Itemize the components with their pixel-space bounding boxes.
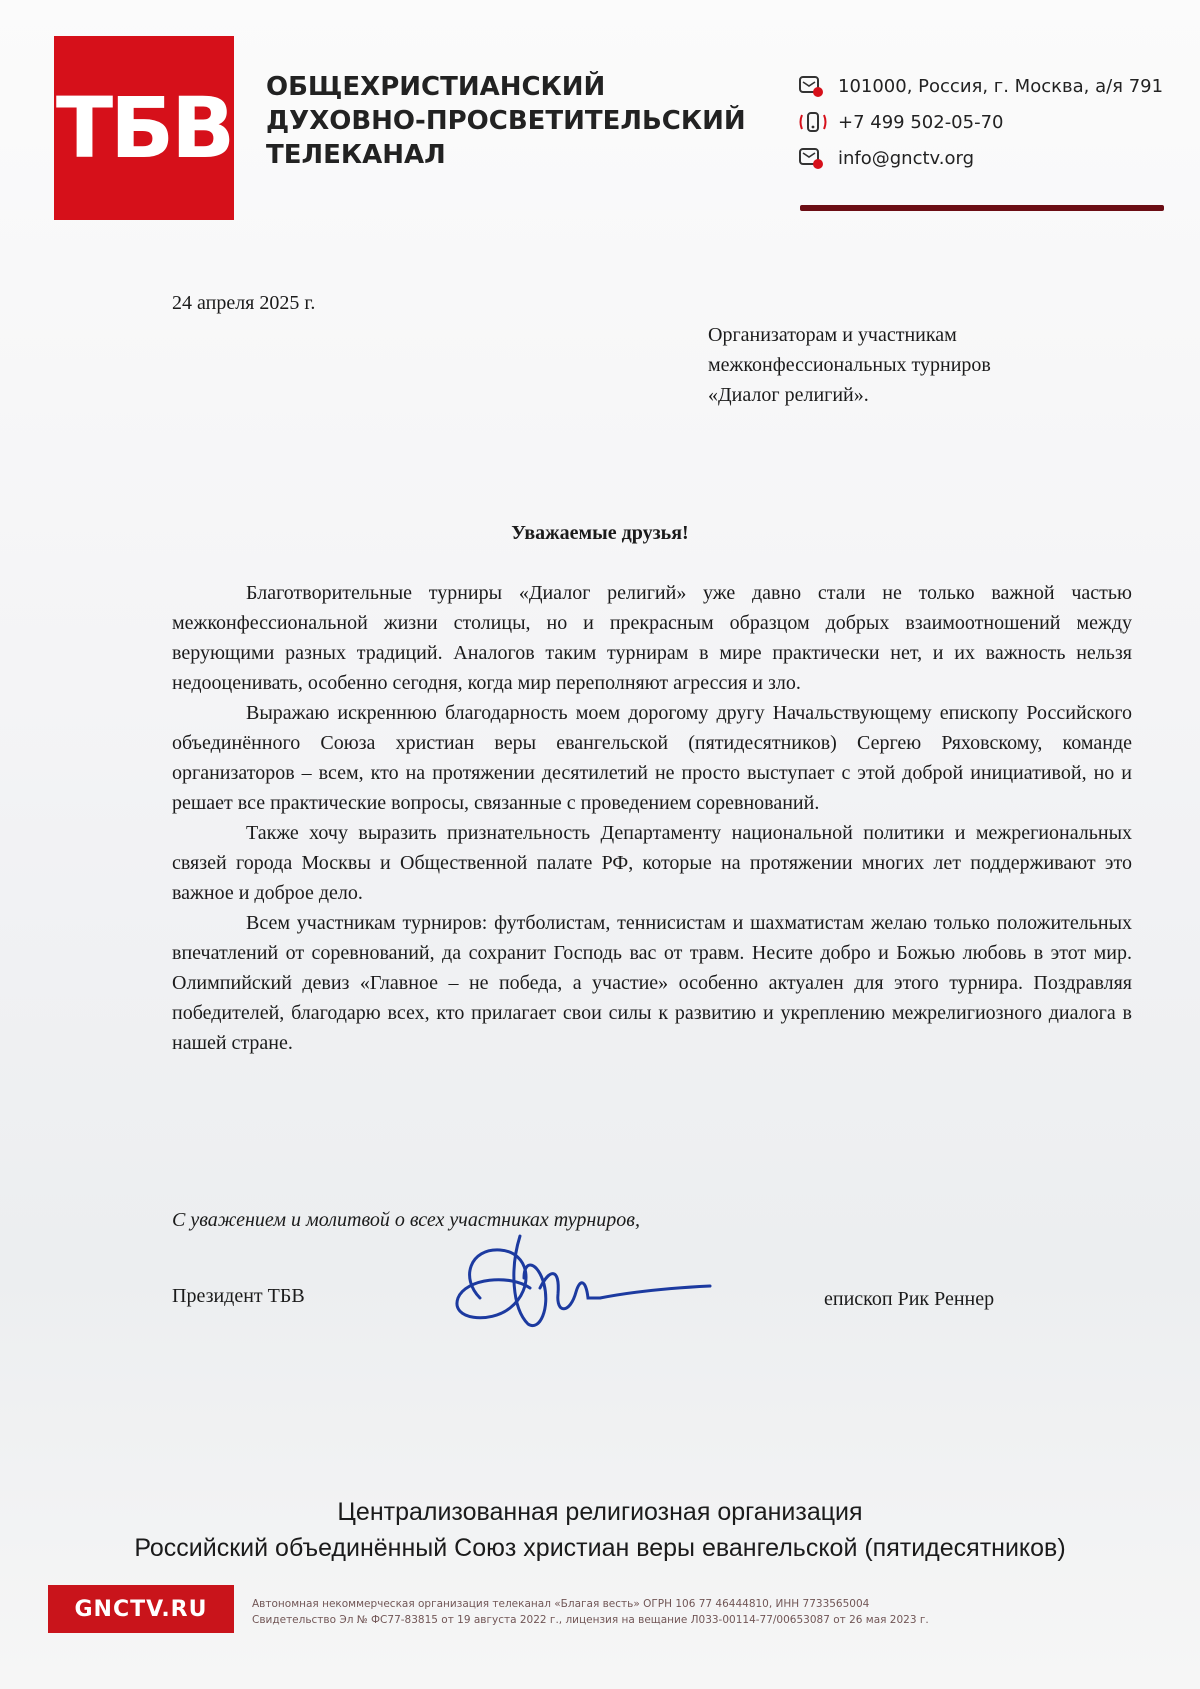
contact-block (798, 68, 1178, 176)
header-divider (800, 205, 1164, 211)
body-paragraph: Выражаю искреннюю благодарность моем дорогому другу Начальствующему епископу Российского объединённого Союза христиан веры евангельской (пятидесятников) Сергею Ряховскому, команде организаторов – всем, кто на протяжении десятилетий не просто выступает с этой доброй инициативой, но и решает все практические вопросы, связанные с проведением соревнований. (172, 702, 1132, 814)
tbv-logo (54, 36, 234, 220)
signer-name: епископ Рик Реннер (824, 1288, 995, 1310)
contact-phone[interactable]: +7 499 502-05-70 (798, 104, 1178, 140)
body-paragraph: Всем участникам турниров: футболистам, теннисистам и шахматистам желаю только положительных впечатлений от соревнований, да сохранит Господь вас от травм. Несите добро и Божью любовь в этот мир. Олимпийский девиз «Главное – не победа, а участие» особенно актуален для этого турнира. Поздравляя победителей, благодарю всех, кто прилагает свои силы к развитию и укреплению межрелигиозного диалога в нашей стране. (172, 912, 1132, 1054)
contact-address: 101000, Россия, г. Москва, а/я 791 (798, 68, 1178, 104)
closing-phrase: С уважением и молитвой о всех участниках турниров, (172, 1209, 640, 1231)
footer-org-line: Российский объединённый Союз христиан веры евангельской (пятидесятников) (134, 1534, 1066, 1562)
addressee-line: «Диалог религий». (708, 384, 869, 406)
signer-title: Президент ТБВ (172, 1285, 305, 1307)
org-name-line: ОБЩЕХРИСТИАНСКИЙ (266, 72, 606, 102)
legal-line: Автономная некоммерческая организация телеканал «Благая весть» ОГРН 106 77 46444810, ИНН 7733565004 (252, 1598, 870, 1610)
contact-email[interactable]: info@gnctv.org (798, 140, 1178, 176)
badge-text: GNCTV.RU (74, 1596, 208, 1622)
organization-name (266, 70, 746, 172)
body-paragraph: Благотворительные турниры «Диалог религий» уже давно стали не только важной частью межконфессиональной жизни столицы, но и прекрасным образцом добрых взаимоотношений между верующими разных традиций. Аналогов таким турнирам в мире практически нет, и их важность нельзя недооценивать, особенно сегодня, когда мир переполняют агрессия и зло. (172, 582, 1132, 694)
gnctv-badge[interactable] (48, 1585, 234, 1633)
phone-icon (798, 108, 838, 136)
salutation: Уважаемые друзья! (511, 522, 689, 544)
legal-line: Свидетельство Эл № ФС77-83815 от 19 августа 2022 г., лицензия на вещание Л033-00114-77/00653087 от 26 мая 2023 г. (252, 1614, 929, 1626)
addressee-line: межконфессиональных турниров (708, 354, 991, 376)
footer-org-line: Централизованная религиозная организация (337, 1498, 863, 1526)
mailbox-icon (798, 72, 838, 100)
org-name-line: ДУХОВНО-ПРОСВЕТИТЕЛЬСКИЙ (266, 106, 746, 136)
body-paragraph: Также хочу выразить признательность Департаменту национальной политики и межрегиональных связей города Москвы и Общественной палате РФ, которые на протяжении многих лет поддерживают это важное и доброе дело. (172, 822, 1132, 904)
org-name-line: ТЕЛЕКАНАЛ (266, 140, 446, 170)
letter-date: 24 апреля 2025 г. (172, 292, 316, 314)
addressee-block (708, 320, 1128, 410)
footer-legal-text (252, 1596, 1152, 1628)
footer-organization (0, 1494, 1200, 1566)
email-icon (798, 144, 838, 172)
letter-body (172, 578, 1132, 1058)
addressee-line: Организаторам и участникам (708, 324, 957, 346)
handwritten-signature (440, 1228, 720, 1338)
logo-text: ТБВ (55, 79, 233, 177)
